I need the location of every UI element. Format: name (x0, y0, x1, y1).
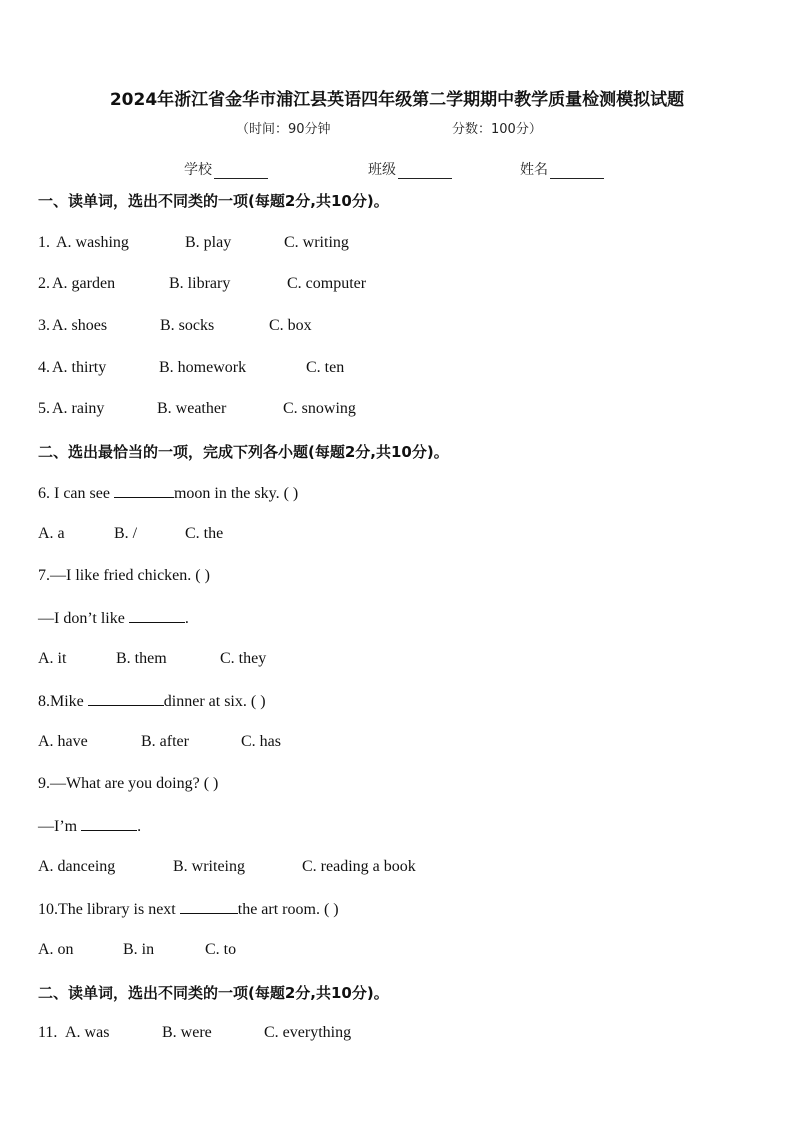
q3-number: 3. (38, 317, 50, 334)
question-10 (38, 899, 339, 919)
q3-option-a[interactable]: A. shoes (52, 317, 108, 334)
question-9-prompt: 9.—What are you doing? ( ) (38, 775, 219, 792)
section-1-title: 一、读单词，选出不同类的一项(每题2分,共10分)。 (38, 192, 389, 210)
q5-number: 5. (38, 400, 50, 417)
q2-option-a[interactable]: A. garden (52, 275, 116, 292)
q2-number: 2. (38, 275, 50, 292)
q4-number: 4. (38, 359, 50, 376)
q11-number: 11. (38, 1024, 58, 1041)
class-field (368, 159, 452, 179)
q9-option-a[interactable]: A. danceing (38, 858, 116, 875)
q10-text-end: the art room. ( ) (237, 901, 339, 918)
q6-text-start: 6. I can see (38, 485, 114, 502)
q8-option-b[interactable]: B. after (141, 733, 189, 750)
q9-text-start: —I’m (38, 818, 82, 835)
q10-option-b[interactable]: B. in (123, 941, 155, 958)
class-label: 班级 (368, 162, 396, 178)
question-9-reply (38, 816, 141, 836)
q5-option-a[interactable]: A. rainy (52, 400, 105, 417)
section-3-title: 二、读单词，选出不同类的一项(每题2分,共10分)。 (38, 984, 389, 1002)
q7-option-b[interactable]: B. them (116, 650, 167, 667)
school-blank[interactable] (214, 164, 268, 179)
q11-option-a[interactable]: A. was (65, 1024, 110, 1041)
q1-option-b[interactable]: B. play (185, 234, 232, 251)
q10-option-a[interactable]: A. on (38, 941, 74, 958)
q7-option-a[interactable]: A. it (38, 650, 67, 667)
q2-option-c[interactable]: C. computer (287, 275, 367, 292)
q1-option-a[interactable]: A. washing (56, 234, 129, 251)
q3-option-b[interactable]: B. socks (160, 317, 215, 334)
q7-blank[interactable] (129, 608, 185, 623)
q3-option-c[interactable]: C. box (269, 317, 312, 334)
q6-blank[interactable] (114, 483, 174, 498)
exam-time: （时间：90分钟 (236, 122, 331, 137)
school-field (184, 159, 268, 179)
q5-option-b[interactable]: B. weather (157, 400, 227, 417)
q2-option-b[interactable]: B. library (169, 275, 231, 292)
q10-blank[interactable] (180, 899, 238, 914)
q8-blank[interactable] (88, 691, 164, 706)
q8-text-start: 8.Mike (38, 693, 88, 710)
q11-option-b[interactable]: B. were (162, 1024, 212, 1041)
page-title: 2024年浙江省金华市浦江县英语四年级第二学期期中教学质量检测模拟试题 (109, 90, 685, 110)
q4-option-b[interactable]: B. homework (159, 359, 247, 376)
q6-option-a[interactable]: A. a (38, 525, 65, 542)
name-blank[interactable] (550, 164, 604, 179)
q8-text-end: dinner at six. ( ) (163, 693, 266, 710)
school-label: 学校 (184, 162, 212, 178)
name-field (520, 159, 604, 179)
q9-text-end: . (137, 818, 142, 835)
q8-option-a[interactable]: A. have (38, 733, 88, 750)
question-8 (38, 691, 266, 711)
q4-option-a[interactable]: A. thirty (52, 359, 107, 376)
name-label: 姓名 (520, 162, 548, 178)
q9-option-c[interactable]: C. reading a book (302, 858, 416, 875)
q9-blank[interactable] (81, 816, 137, 831)
q11-option-c[interactable]: C. everything (264, 1024, 352, 1041)
q9-option-b[interactable]: B. writeing (173, 858, 245, 875)
q7-option-c[interactable]: C. they (220, 650, 267, 667)
q10-text-start: 10.The library is next (38, 901, 180, 918)
q1-option-c[interactable]: C. writing (284, 234, 349, 251)
q4-option-c[interactable]: C. ten (306, 359, 345, 376)
q8-option-c[interactable]: C. has (241, 733, 281, 750)
q5-option-c[interactable]: C. snowing (283, 400, 356, 417)
question-7-prompt: 7.—I like fried chicken. ( ) (38, 567, 210, 584)
exam-score: 分数：100分） (452, 122, 542, 137)
q7-text-end: . (184, 610, 189, 627)
section-2-title: 二、选出最恰当的一项，完成下列各小题(每题2分,共10分)。 (38, 443, 449, 461)
q7-text-start: —I don’t like (38, 610, 129, 627)
q10-option-c[interactable]: C. to (205, 941, 237, 958)
q6-option-c[interactable]: C. the (185, 525, 224, 542)
q6-option-b[interactable]: B. / (114, 525, 138, 542)
q6-text-end: moon in the sky. ( ) (173, 485, 299, 502)
class-blank[interactable] (398, 164, 452, 179)
q1-number: 1. (38, 234, 50, 251)
question-7-reply (38, 608, 189, 628)
question-6 (38, 483, 298, 503)
